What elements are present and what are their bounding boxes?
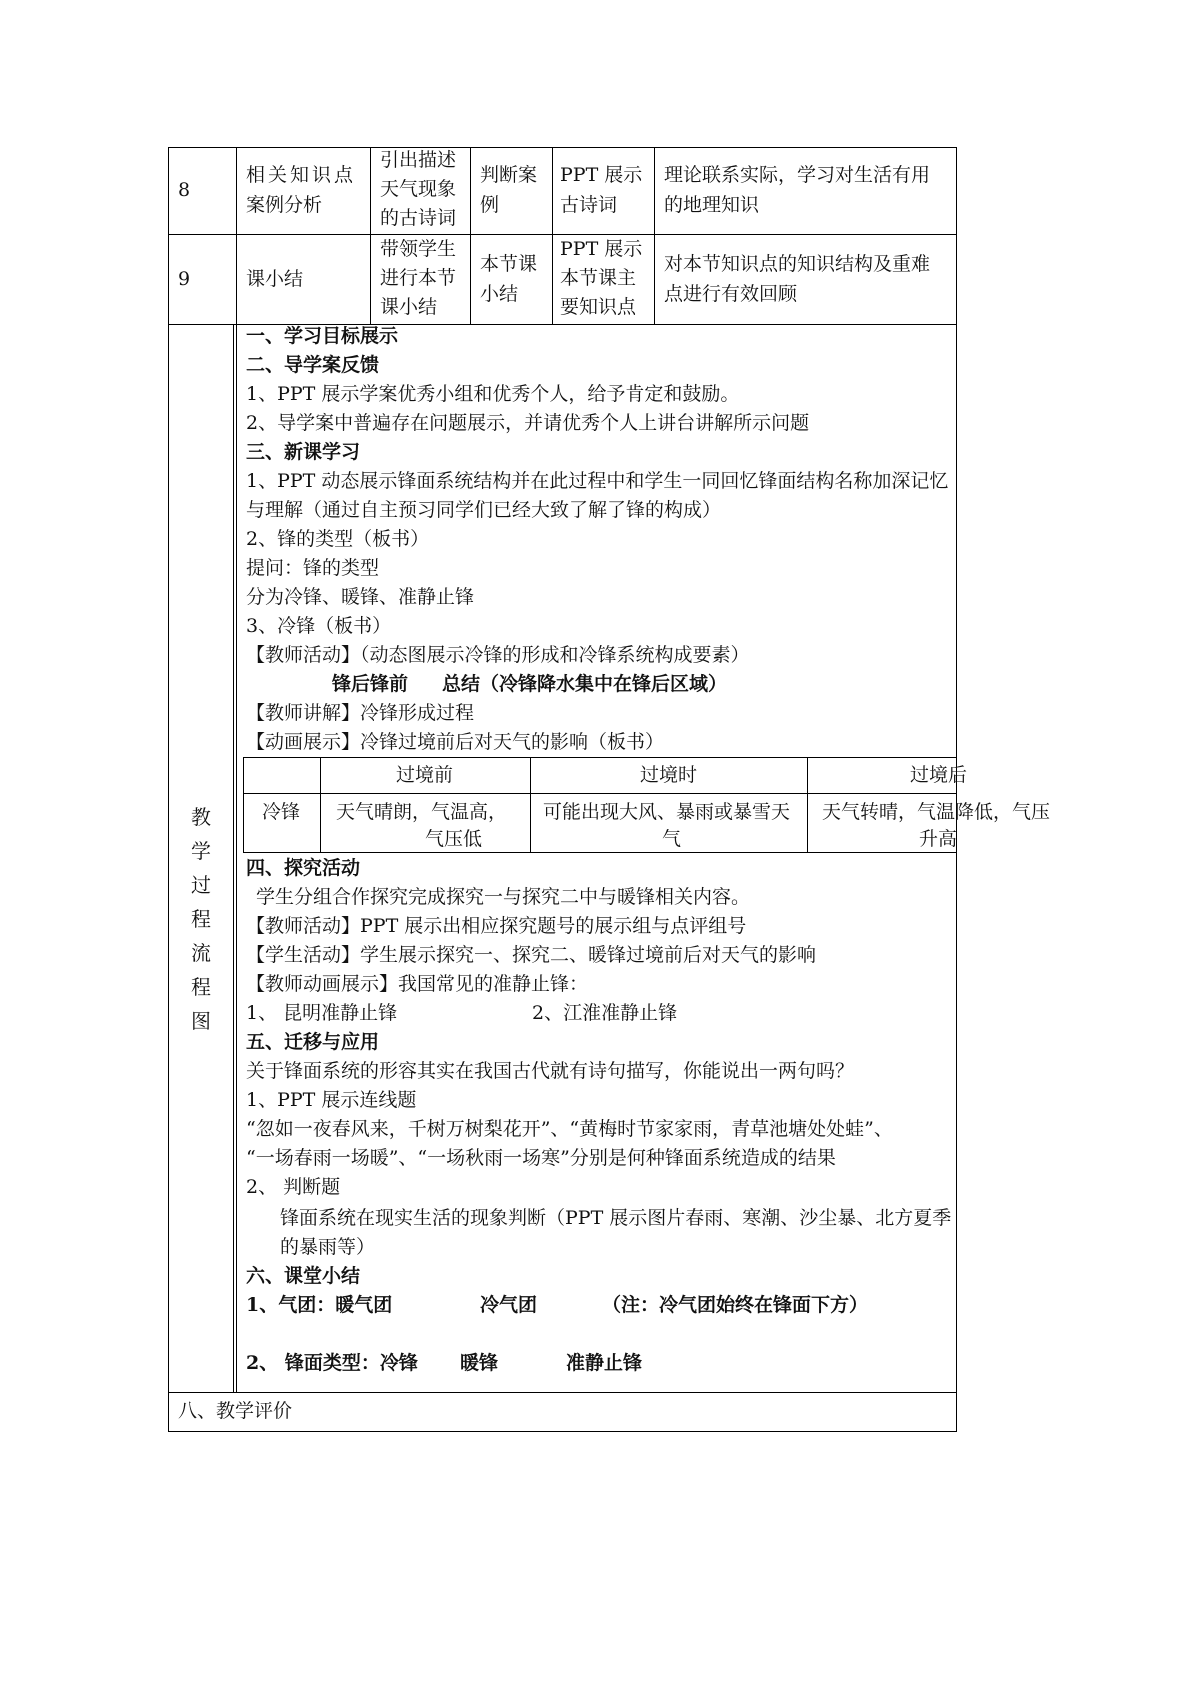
- table-bottom-border: [168, 1431, 957, 1432]
- row-number: 9: [178, 268, 191, 290]
- content-line: 【学生活动】学生展示探究一、探究二、暖锋过境前后对天气的影响: [246, 944, 817, 966]
- summary-line: 1、气团：暖气团: [246, 1294, 393, 1316]
- col-divider: [370, 147, 371, 324]
- summary-line: 暖锋: [460, 1352, 499, 1374]
- process-label-char: 程: [191, 975, 211, 999]
- content-line: 【动画展示】冷锋过境前后对天气的影响（板书）: [246, 731, 665, 753]
- col-divider: [236, 147, 237, 1392]
- section-heading: 四、探究活动: [246, 857, 361, 879]
- inner-table-border: [243, 793, 956, 794]
- content-line: 1、PPT 动态展示锋面系统结构并在此过程中和学生一同回忆锋面结构名称加深记忆: [246, 470, 949, 492]
- media-cell: 本节课主: [560, 267, 637, 289]
- content-line: 的暴雨等）: [280, 1236, 376, 1258]
- summary-line: 2、 锋面类型：冷锋: [246, 1352, 418, 1374]
- content-line: 2、 判断题: [246, 1176, 341, 1198]
- inner-cell: 可能出现大风、暴雨或暴雪天: [543, 801, 791, 823]
- activity-cell: 天气现象: [380, 178, 457, 200]
- media-cell: PPT 展示: [560, 238, 643, 260]
- content-line: “一场春雨一场暖”、“一场秋雨一场寒”分别是何种锋面系统造成的结果: [246, 1147, 836, 1169]
- col-divider: [470, 147, 471, 324]
- activity-cell: 进行本节: [380, 267, 457, 289]
- student-cell: 小结: [480, 283, 519, 305]
- process-label-char: 过: [191, 873, 211, 897]
- summary-line: 冷气团: [480, 1294, 538, 1316]
- inner-table-border: [243, 757, 956, 758]
- inner-header: 过境时: [640, 764, 698, 786]
- table-left-border: [168, 147, 169, 1432]
- inner-row-label: 冷锋: [262, 801, 301, 823]
- content-line: 1、PPT 展示学案优秀小组和优秀个人，给予肯定和鼓励。: [246, 383, 740, 405]
- content-line: 锋后锋前: [332, 673, 409, 695]
- process-label-char: 教: [191, 805, 211, 829]
- col-divider: [552, 147, 553, 324]
- process-label: [188, 800, 214, 1038]
- content-line: 提问：锋的类型: [246, 557, 380, 579]
- section-heading: 三、新课学习: [246, 441, 361, 463]
- content-line: 【教师讲解】冷锋形成过程: [246, 702, 475, 724]
- content-line: 【教师动画展示】我国常见的准静止锋：: [246, 973, 589, 995]
- section-heading: 六、课堂小结: [246, 1265, 361, 1287]
- summary-line: （注：冷气团始终在锋面下方）: [602, 1294, 869, 1316]
- inner-cell: 天气晴朗，气温高，: [336, 801, 508, 823]
- section-heading: 二、导学案反馈: [246, 354, 380, 376]
- section-heading: 一、学习目标展示: [246, 325, 399, 347]
- inner-table-border: [243, 757, 244, 853]
- intent-cell: 的地理知识: [664, 194, 760, 216]
- content-line: 2、锋的类型（板书）: [246, 528, 430, 550]
- content-line: 1、 昆明准静止锋: [246, 1002, 398, 1024]
- intent-cell: 对本节知识点的知识结构及重难: [664, 253, 931, 275]
- inner-cell: 气压低: [425, 828, 483, 850]
- student-cell: 判断案: [480, 164, 538, 186]
- content-line: “忽如一夜春风来，千树万树梨花开”、“黄梅时节家家雨，青草池塘处处蛙”、: [246, 1118, 893, 1140]
- content-line: 2、江淮准静止锋: [532, 1002, 678, 1024]
- inner-cell: 气: [662, 828, 682, 850]
- table-top-border: [168, 147, 957, 148]
- content-line: 【教师活动】（动态图展示冷锋的形成和冷锋系统构成要素）: [246, 644, 750, 666]
- summary-line: 准静止锋: [566, 1352, 643, 1374]
- process-label-char: 图: [191, 1009, 211, 1033]
- process-label-char: 程: [191, 907, 211, 931]
- inner-header: 过境前: [396, 764, 454, 786]
- topic-cell: 案例分析: [246, 194, 323, 216]
- content-line: 3、冷锋（板书）: [246, 615, 392, 637]
- content-line: 分为冷锋、暖锋、准静止锋: [246, 586, 475, 608]
- activity-cell: 课小结: [380, 296, 438, 318]
- activity-cell: 引出描述: [380, 149, 457, 171]
- content-line: 总结（冷锋降水集中在锋后区域）: [442, 673, 728, 695]
- media-cell: PPT 展示: [560, 164, 643, 186]
- inner-table-border: [320, 757, 321, 853]
- section-heading: 五、迁移与应用: [246, 1031, 380, 1053]
- inner-cell: 天气转晴，气温降低，气压: [822, 801, 1051, 823]
- inner-cell: 升高: [919, 828, 958, 850]
- inner-header: 过境后: [910, 764, 968, 786]
- media-cell: 要知识点: [560, 296, 637, 318]
- inner-table-border: [807, 757, 808, 853]
- intent-cell: 点进行有效回顾: [664, 283, 798, 305]
- inner-table-border: [530, 757, 531, 853]
- intent-cell: 理论联系实际，学习对生活有用: [664, 164, 931, 186]
- media-cell: 古诗词: [560, 194, 618, 216]
- row-number: 8: [178, 179, 191, 201]
- student-cell: 本节课: [480, 253, 538, 275]
- content-line: 学生分组合作探究完成探究一与探究二中与暖锋相关内容。: [256, 886, 751, 908]
- topic-cell: 相关知识点: [246, 164, 357, 186]
- evaluation-heading: 八、教学评价: [178, 1400, 293, 1422]
- content-line: 【教师活动】PPT 展示出相应探究题号的展示组与点评组号: [246, 915, 747, 937]
- process-label-char: 学: [191, 839, 211, 863]
- content-line: 锋面系统在现实生活的现象判断（PPT 展示图片春雨、寒潮、沙尘暴、北方夏季: [280, 1207, 952, 1229]
- student-cell: 例: [480, 194, 500, 216]
- activity-cell: 带领学生: [380, 238, 457, 260]
- content-line: 1、PPT 展示连线题: [246, 1089, 417, 1111]
- col-divider: [654, 147, 655, 324]
- topic-cell: 课小结: [246, 268, 304, 290]
- col-divider: [233, 324, 234, 1392]
- content-line: 与理解（通过自主预习同学们已经大致了解了锋的构成）: [246, 499, 722, 521]
- activity-cell: 的古诗词: [380, 207, 457, 229]
- process-label-char: 流: [191, 941, 211, 965]
- content-line: 关于锋面系统的形容其实在我国古代就有诗句描写，你能说出一两句吗？: [246, 1060, 855, 1082]
- row-divider: [168, 1392, 957, 1393]
- content-line: 2、导学案中普遍存在问题展示，并请优秀个人上讲台讲解所示问题: [246, 412, 810, 434]
